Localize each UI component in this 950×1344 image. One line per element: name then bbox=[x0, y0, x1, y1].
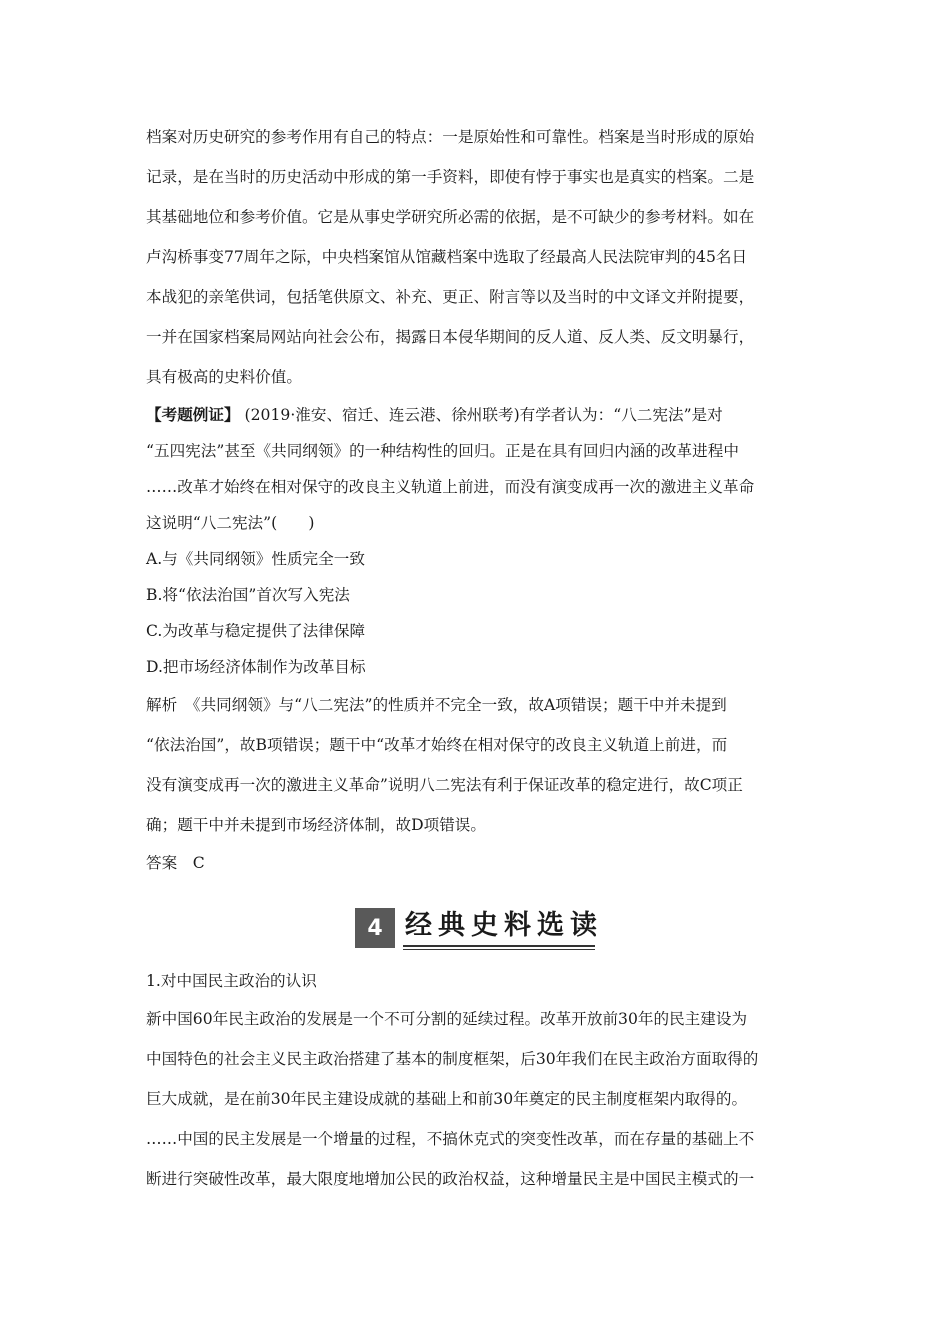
title-underline bbox=[403, 945, 595, 947]
option-a: A.与《共同纲领》性质完全一致 bbox=[146, 550, 365, 568]
paragraph-line: 卢沟桥事变77周年之际，中央档案馆从馆藏档案中选取了经最高人民法院审判的45名日 bbox=[146, 248, 748, 266]
paragraph-line: 其基础地位和参考价值。它是从事史学研究所必需的依据，是不可缺少的参考材料。如在 bbox=[146, 208, 755, 226]
example-line: ……改革才始终在相对保守的改良主义轨道上前进，而没有演变成再一次的激进主义革命 bbox=[146, 478, 755, 496]
reading-line: 中国特色的社会主义民主政治搭建了基本的制度框架，后30年我们在民主政治方面取得的 bbox=[146, 1050, 759, 1068]
paragraph-line: 具有极高的史料价值。 bbox=[146, 368, 302, 386]
example-tag: 【考题例证】 bbox=[146, 405, 240, 424]
option-d: D.把市场经济体制作为改革目标 bbox=[146, 658, 366, 676]
option-b: B.将“依法治国”首次写入宪法 bbox=[146, 586, 350, 604]
exam-example bbox=[146, 397, 806, 541]
example-first-line bbox=[146, 397, 806, 433]
paragraph-line: 一并在国家档案局网站向社会公布，揭露日本侵华期间的反人道、反人类、反文明暴行， bbox=[146, 328, 755, 346]
reading-section bbox=[146, 963, 806, 1199]
paragraph-line: 档案对历史研究的参考作用有自己的特点：一是原始性和可靠性。档案是当时形成的原始 bbox=[146, 128, 755, 146]
title-underline-thin bbox=[403, 949, 595, 950]
example-source: (2019·淮安、宿迁、连云港、徐州联考)有学者认为：“八二宪法”是对 bbox=[244, 406, 723, 424]
example-line: “五四宪法”甚至《共同纲领》的一种结构性的回归。正是在具有回归内涵的改革进程中 bbox=[146, 442, 739, 460]
archive-paragraph bbox=[146, 117, 806, 397]
example-question: 这说明“八二宪法”( ) bbox=[146, 514, 315, 532]
reading-subtitle: 1.对中国民主政治的认识 bbox=[146, 972, 317, 990]
reading-line: 巨大成就，是在前30年民主建设成就的基础上和前30年奠定的民主制度框架内取得的。 bbox=[146, 1090, 748, 1108]
paragraph-line: 本战犯的亲笔供词，包括笔供原文、补充、更正、附言等以及当时的中文译文并附提要， bbox=[146, 288, 755, 306]
reading-paragraph bbox=[146, 999, 806, 1199]
analysis-line: 没有演变成再一次的激进主义革命”说明八二宪法有利于保证改革的稳定进行，故C项正 bbox=[146, 776, 743, 794]
answer-line: 答案 C bbox=[146, 854, 205, 872]
section-heading bbox=[355, 907, 603, 951]
section-title: 经典史料选读 bbox=[405, 910, 603, 941]
section-number-badge: 4 bbox=[355, 908, 395, 948]
main-content bbox=[146, 117, 806, 881]
analysis-paragraph bbox=[146, 685, 806, 845]
reading-line: ……中国的民主发展是一个增量的过程，不搞休克式的突变性改革，而在存量的基础上不 bbox=[146, 1130, 755, 1148]
analysis-line: “依法治国”，故B项错误；题干中“改革才始终在相对保守的改良主义轨道上前进，而 bbox=[146, 736, 728, 754]
option-c: C.为改革与稳定提供了法律保障 bbox=[146, 622, 366, 640]
option-list bbox=[146, 541, 806, 685]
paragraph-line: 记录，是在当时的历史活动中形成的第一手资料，即使有悖于事实也是真实的档案。二是 bbox=[146, 168, 755, 186]
reading-line: 新中国60年民主政治的发展是一个不可分割的延续过程。改革开放前30年的民主建设为 bbox=[146, 1010, 748, 1028]
reading-line: 断进行突破性改革，最大限度地增加公民的政治权益，这种增量民主是中国民主模式的一 bbox=[146, 1170, 755, 1188]
analysis-line: 确；题干中并未提到市场经济体制，故D项错误。 bbox=[146, 816, 486, 834]
analysis-line: 解析 《共同纲领》与“八二宪法”的性质并不完全一致，故A项错误；题干中并未提到 bbox=[146, 696, 727, 714]
